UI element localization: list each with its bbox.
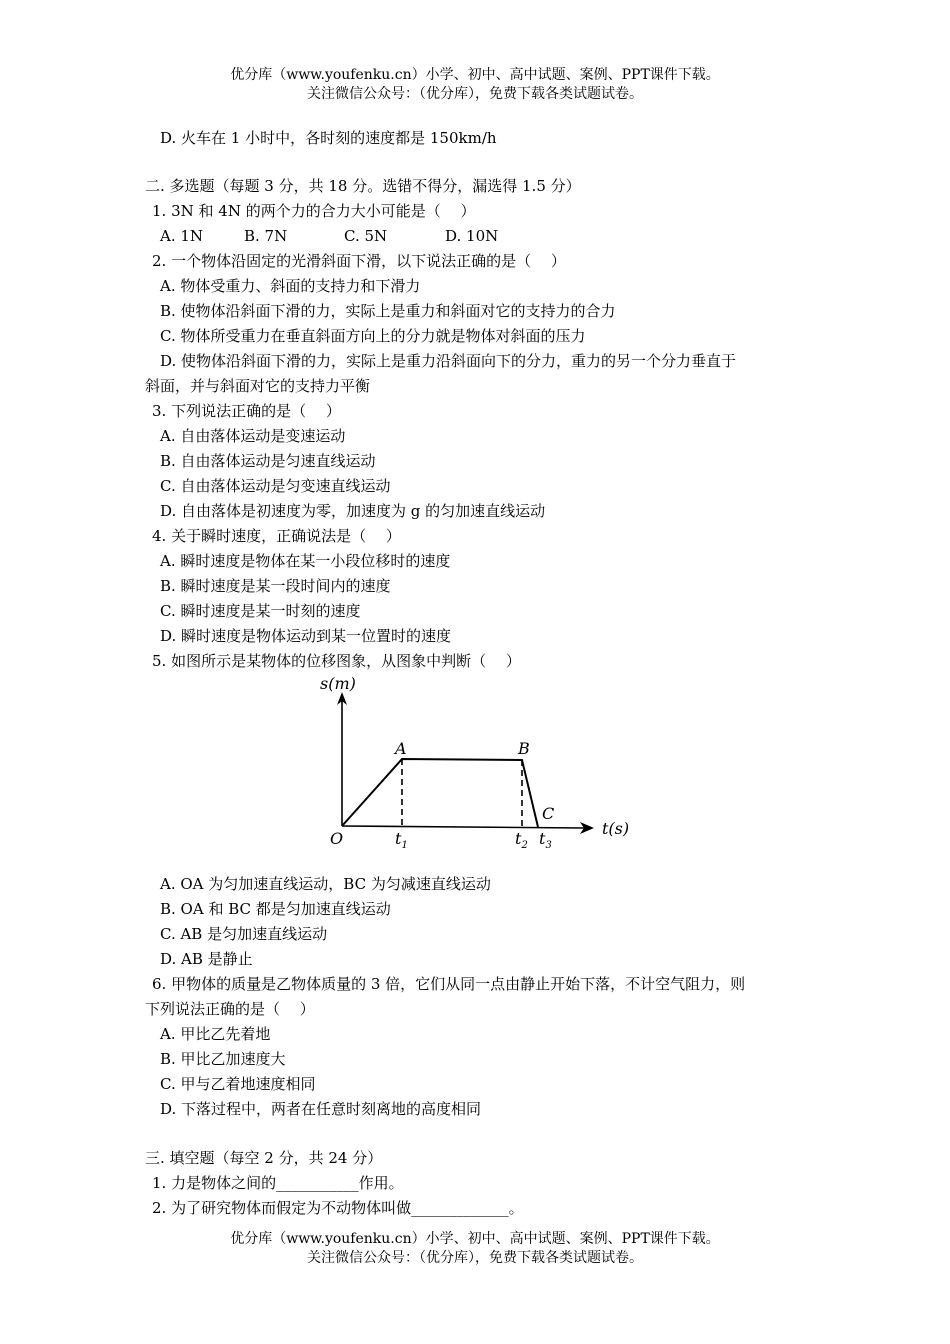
q4-option-d: D. 瞬时速度是物体运动到某一位置时的速度 [160, 627, 452, 645]
q3-stem: 3. 下列说法正确的是（ ） [152, 402, 341, 420]
x-axis [342, 826, 584, 828]
q1-option-b: B. 7N [244, 227, 288, 245]
tick-t1: $t_1$ [395, 829, 408, 851]
q5-option-b: B. OA 和 BC 都是匀加速直线运动 [160, 900, 391, 918]
x-axis-label: t(s) [602, 819, 630, 838]
page-header-bottom [0, 1230, 950, 1268]
displacement-time-graph [312, 668, 642, 860]
carryover-option-d: D. 火车在 1 小时中，各时刻的速度都是 150km/h [160, 129, 497, 147]
q2-option-b: B. 使物体沿斜面下滑的力，实际上是重力和斜面对它的支持力的合力 [160, 302, 616, 320]
q5-option-d: D. AB 是静止 [160, 950, 253, 968]
q4-stem: 4. 关于瞬时速度，正确说法是（ ） [152, 527, 401, 545]
origin-label: O [330, 829, 344, 848]
q2-option-c: C. 物体所受重力在垂直斜面方向上的分力就是物体对斜面的压力 [160, 327, 586, 345]
footer-line-1: 优分库（www.youfenku.cn）小学、初中、高中试题、案例、PPT课件下载。 [230, 1231, 720, 1247]
q4-option-c: C. 瞬时速度是某一时刻的速度 [160, 602, 361, 620]
section-2-title: 二. 多选题（每题 3 分，共 18 分。选错不得分，漏选得 1.5 分） [145, 177, 581, 195]
q3-option-d: D. 自由落体是初速度为零，加速度为 g 的匀加速直线运动 [160, 502, 546, 520]
motion-path [342, 759, 538, 827]
q1-options [160, 226, 830, 246]
tick-t3: $t_3$ [539, 829, 552, 851]
q2-option-d-line1: D. 使物体沿斜面下滑的力，实际上是重力沿斜面向下的分力，重力的另一个分力垂直于 [160, 352, 737, 370]
page-header-top [0, 66, 950, 104]
header-line-2: 关注微信公众号：（优分库），免费下载各类试题试卷。 [307, 86, 643, 102]
q6-option-c: C. 甲与乙着地速度相同 [160, 1075, 316, 1093]
q1-option-c: C. 5N [344, 227, 388, 245]
q3-option-b: B. 自由落体运动是匀速直线运动 [160, 452, 376, 470]
tick-t2: $t_2$ [515, 829, 528, 851]
fill-q2: 2. 为了研究物体而假定为不动物体叫做_____________。 [152, 1199, 524, 1217]
y-axis-label: s(m) [320, 674, 356, 693]
header-line-1: 优分库（www.youfenku.cn）小学、初中、高中试题、案例、PPT课件下载。 [230, 67, 720, 83]
q3-option-a: A. 自由落体运动是变速运动 [160, 427, 346, 445]
q2-stem: 2. 一个物体沿固定的光滑斜面下滑，以下说法正确的是（ ） [152, 252, 566, 270]
fill-q1: 1. 力是物体之间的___________作用。 [152, 1174, 404, 1192]
section-3-title: 三. 填空题（每空 2 分，共 24 分） [145, 1149, 383, 1167]
q6-option-d: D. 下落过程中，两者在任意时刻离地的高度相同 [160, 1100, 482, 1118]
point-a-label: A [395, 739, 407, 758]
q6-option-b: B. 甲比乙加速度大 [160, 1050, 286, 1068]
q6-option-a: A. 甲比乙先着地 [160, 1025, 271, 1043]
footer-line-2: 关注微信公众号：（优分库），免费下载各类试题试卷。 [307, 1250, 643, 1266]
q1-stem: 1. 3N 和 4N 的两个力的合力大小可能是（ ） [152, 202, 476, 220]
q2-option-d-line2: 斜面，并与斜面对它的支持力平衡 [145, 377, 371, 395]
q3-option-c: C. 自由落体运动是匀变速直线运动 [160, 477, 391, 495]
q6-stem-line1: 6. 甲物体的质量是乙物体质量的 3 倍，它们从同一点由静止开始下落，不计空气阻力，则 [152, 975, 746, 993]
q6-stem-line2: 下列说法正确的是（ ） [145, 1000, 315, 1018]
q5-option-a: A. OA 为匀加速直线运动，BC 为匀减速直线运动 [160, 875, 491, 893]
point-c-label: C [542, 804, 555, 823]
q4-option-a: A. 瞬时速度是物体在某一小段位移时的速度 [160, 552, 451, 570]
q1-option-d: D. 10N [445, 227, 499, 245]
q5-stem: 5. 如图所示是某物体的位移图象，从图象中判断（ ） [152, 652, 521, 670]
q2-option-a: A. 物体受重力、斜面的支持力和下滑力 [160, 277, 421, 295]
q4-option-b: B. 瞬时速度是某一段时间内的速度 [160, 577, 391, 595]
q5-option-c: C. AB 是匀加速直线运动 [160, 925, 328, 943]
point-b-label: B [518, 739, 530, 758]
q1-option-a: A. 1N [160, 227, 204, 245]
